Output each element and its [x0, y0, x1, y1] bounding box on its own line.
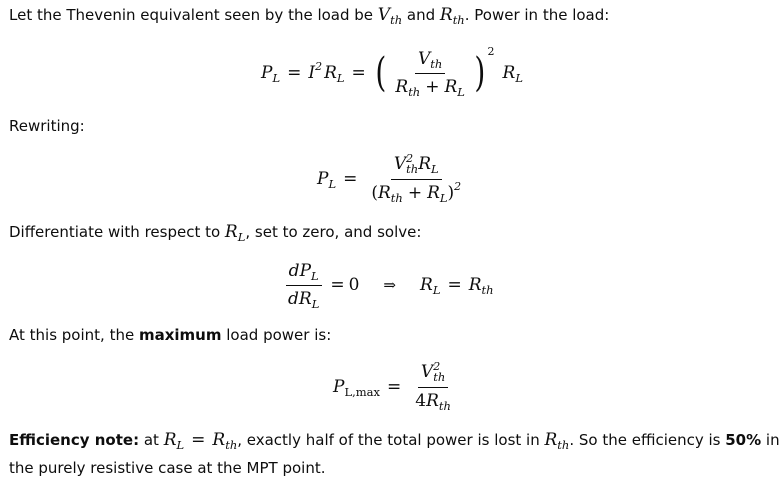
rth-symbol: $R_{th}$ [439, 5, 465, 27]
i-squared: $I^2$ [308, 60, 323, 83]
vth-symbol: $V_{th}$ [377, 5, 403, 27]
power-fraction: $\frac{V^2_{th}R_L}{(R_{th} + R_L)^2}$ [371, 151, 462, 205]
rewriting-label: Rewriting: [9, 117, 85, 135]
maximum-paragraph: At this point, the maximum load power is: [9, 326, 332, 344]
max-power-equation: $P_{L,max}$ = $\frac{V^2_{th}}{4R_{th}}$ [333, 358, 458, 416]
derivative-equation: $\frac{dP_L}{dR_L}$ = 0 ⇒ $R_L$ = $R_{th}$ [281, 256, 494, 314]
rl-symbol-2: $R_L$ [502, 63, 523, 85]
rl-inline: $R_L$ [224, 222, 246, 244]
derivative-fraction: $\frac{dP_L}{dR_L}$ [285, 260, 322, 311]
pl-symbol: $P_L$ [261, 63, 281, 85]
power-equation: $P_L$ = $I^2$ $R_L$ = ( $\frac{V_{th}}{R_{th} + R_L}$ ) 2 $R_L$ [261, 44, 523, 99]
intro-text-end: . Power in the load: [464, 6, 610, 24]
max-power-fraction: $\frac{V^2_{th}}{4R_{th}}$ [415, 360, 451, 413]
efficiency-note: Efficiency note: at $R_L = R_{th}$, exactly half of the total power is lost in $R_{th}$. So the efficiency is 50% in [9, 430, 780, 452]
intro-text: Let the Thevenin equivalent seen by the load be [9, 6, 378, 24]
efficiency-note-line2: the purely resistive case at the MPT point. [9, 459, 326, 477]
differentiate-paragraph: Differentiate with respect to $R_L$, set to zero, and solve: [9, 222, 422, 244]
and-text: and [402, 6, 440, 24]
intro-paragraph [9, 1, 609, 30]
rewritten-equation: $P_L$ = $\frac{V^2_{th}R_L}{(R_{th} + R_L)^2}$ [317, 150, 468, 208]
rl-symbol: $R_L$ [324, 63, 345, 85]
voltage-fraction: $\frac{V_{th}}{R_{th} + R_L}$ [395, 48, 465, 99]
implies-arrow: ⇒ [383, 276, 396, 294]
